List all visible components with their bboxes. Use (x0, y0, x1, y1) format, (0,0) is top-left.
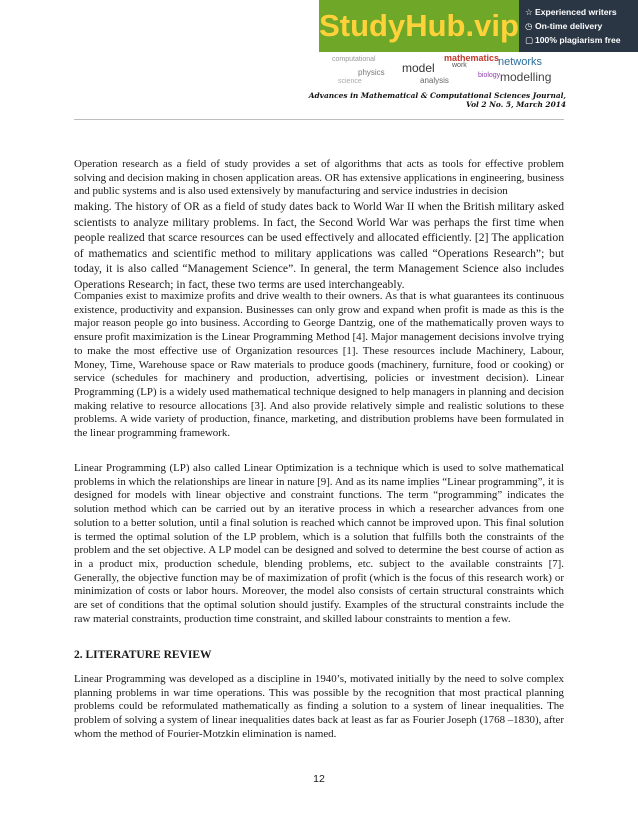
clock-icon: ◷ (525, 21, 533, 31)
feature-plagiarism (525, 33, 638, 47)
word-cloud-image (328, 52, 564, 92)
page-number: 12 (313, 773, 325, 785)
header-divider (74, 119, 564, 120)
star-icon: ☆ (525, 7, 533, 17)
word-cloud-word: mathematics (444, 53, 500, 63)
word-cloud-word: model (402, 61, 435, 75)
word-cloud-word: physics (358, 68, 385, 77)
paragraph-intro-part2: making. The history of OR as a field of study dates back to World War II when the British military asked scientists to analyze military problems. In fact, the Second World War was perhaps the first time when people realized that scarce resources can be used effectively and allocated efficiently. [2] The application of mathematics and scientific method to military applications was called “Operations Research”; but today, it is also called “Management Science”. In general, the term Management Science also includes Operations Research; in fact, these two terms are used interchangeably. (74, 200, 564, 292)
feature-on-time (525, 19, 638, 33)
feature-label: 100% plagiarism free (535, 35, 621, 45)
word-cloud-word: modelling (500, 70, 552, 84)
feature-label: On-time delivery (535, 21, 603, 31)
feature-label: Experienced writers (535, 7, 617, 17)
journal-header (309, 91, 566, 109)
document-check-icon: ▢ (525, 35, 534, 45)
word-cloud-word: analysis (420, 76, 449, 85)
paragraph-profits: Companies exist to maximize profits and drive wealth to their owners. As that is what guarantees its continuous existence, productivity and expansion. Businesses can only grow and expand when profit is made as this is the major reason people go into business. According to George Dantzig, one of the mathematically proven ways to ensure profit maximization is the Linear Programming Method [4]. Major management decisions involve trying to make the most effective use of Organization resources [1]. These resources include Machinery, Labour, Money, Time, Warehouse space or Raw materials to produce goods (machinery, furniture, food or cooking) or service (schedules for machinery and production, advertising, policies or investment decision). Linear Programming (LP) is a widely used mathematical technique designed to help managers in planning and decision making relative to resource allocations [3]. And also provide relatively simple and realistic solutions to these problems. A wide variety of production, finance, marketing, and distribution problems have been formulated in the linear programming framework. (74, 290, 564, 440)
journal-volume: Vol 2 No. 5, March 2014 (466, 100, 566, 109)
brand-name: StudyHub.vip (319, 8, 519, 43)
word-cloud-word: science (338, 78, 362, 85)
word-cloud-word: computational (332, 56, 376, 63)
word-cloud-word: work (452, 62, 467, 69)
studyhub-logo[interactable] (319, 0, 519, 52)
paragraph-intro-part1: Operation research as a field of study provides a set of algorithms that acts as tools for effective problem solving and decision making in chosen application areas. OR has extensive applications in engineering, business and public systems and is also used extensively by manufacturing and service industries in decision (74, 158, 564, 198)
paragraph-linear-programming: Linear Programming (LP) also called Linear Optimization is a technique which is used to solve mathematical problems in which the relationships are linear in nature [9]. And as its name implies “Linear programming”, it is designed for models with linear objective and constraint functions. The term “programming” indicates the solution method which can be carried out by an iterative process in which a researcher advances from one solution to a better solution, until a final solution is reached which cannot be improved upon. This final solution is termed the optimal solution of the LP problem, which is a solution that fulfills both the constraints of the problem and the set objective. A LP model can be designed and solved to determine the best course of action as in a product mix, production schedule, blending problems, etc. subject to the available constraints [7]. Generally, the objective function may be of maximization of profit (which is the focus of this research work) or minimization of costs or labor hours. Moreover, the model also consists of certain structural constraints which are set of conditions that the optimal solution should justify. Examples of the structural constraints include the raw material constraints, production time constraint, and skilled labour constraints to mention a few. (74, 462, 564, 625)
banner-features (519, 0, 638, 52)
paragraph-intro (74, 158, 564, 293)
section-heading: 2. LITERATURE REVIEW (74, 649, 212, 661)
paragraph-literature-review: Linear Programming was developed as a discipline in 1940’s, motivated initially by the need to solve complex planning problems in war time operations. This was possible by the recognition that most practical planning problems could be reformulated mathematically as finding a solution to a system of linear inequalities. The problem of solving a system of linear inequalities dates back at least as far as Fourier Joseph (1768 –1830), after whom the method of Fourier-Motzkin elimination is named. (74, 673, 564, 740)
word-cloud-word: networks (498, 56, 543, 68)
word-cloud-word: biology (478, 72, 501, 79)
feature-experienced (525, 5, 638, 19)
studyhub-banner[interactable] (319, 0, 638, 52)
journal-title: Advances in Mathematical & Computational Sciences Journal, (308, 91, 566, 100)
